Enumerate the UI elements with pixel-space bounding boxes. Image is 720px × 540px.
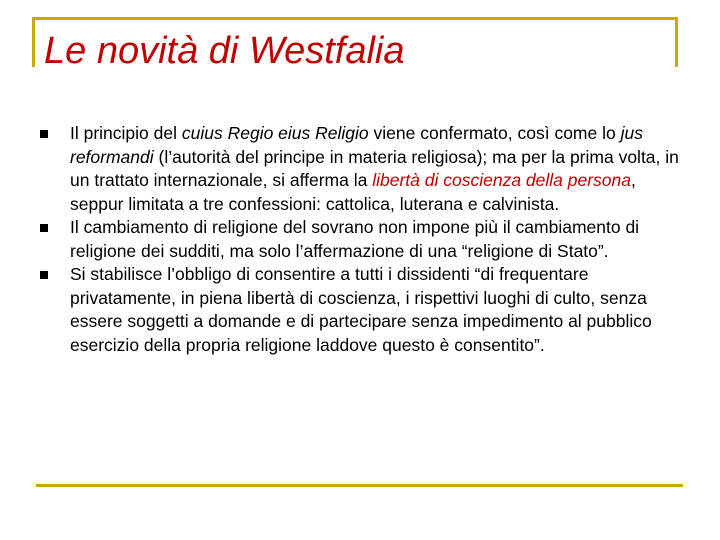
title-frame-top-rule: [32, 17, 678, 20]
text-segment: viene confermato, così come lo: [368, 123, 621, 143]
bullet-text: [70, 216, 680, 263]
emphasis-latin-phrase: cuius Regio eius Religio: [181, 123, 369, 143]
bullet-item: [40, 263, 680, 357]
bullet-text: [70, 122, 680, 216]
text-segment: (l’autorità del principe in materia religiosa); ma per la prima volta, in un trattato internazionale, si afferma la: [70, 146, 679, 190]
text-segment: , seppur limitata a tre confessioni: cattolica, luterana e calvinista.: [70, 170, 636, 214]
bottom-rule: [36, 484, 683, 487]
highlighted-phrase: libertà di coscienza della persona: [372, 170, 631, 190]
text-segment: Il principio del: [70, 123, 182, 143]
square-bullet-icon: [40, 130, 48, 138]
bullet-text: [70, 263, 680, 357]
bullet-item: [40, 122, 680, 216]
text-segment: Si stabilisce l’obbligo di consentire a tutti i dissidenti “di frequentare privatamente, in piena libertà di coscienza, i rispettivi luoghi di culto, senza essere soggetti a domande e di partecipare senza impedimento al pubblico esercizio della propria religione laddove questo è consentito”.: [70, 264, 652, 355]
title-frame-left-rule: [32, 17, 35, 67]
square-bullet-icon: [40, 224, 48, 232]
square-bullet-icon: [40, 271, 48, 279]
bullet-list: [40, 122, 680, 357]
slide-title: Le novità di Westfalia: [44, 30, 405, 72]
title-frame-right-rule: [675, 17, 678, 67]
bullet-item: [40, 216, 680, 263]
text-segment: Il cambiamento di religione del sovrano non impone più il cambiamento di religione dei sudditi, ma solo l’affermazione di una “religione di Stato”.: [70, 217, 640, 261]
emphasis-latin-term: jus reformandi: [70, 123, 643, 167]
